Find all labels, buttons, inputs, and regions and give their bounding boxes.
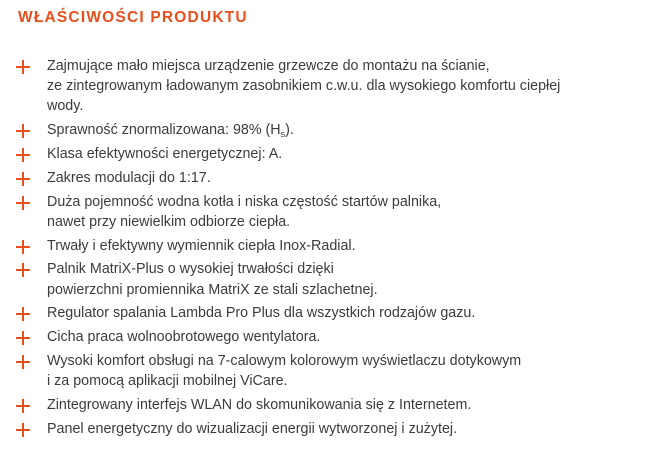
- feature-item: [16, 395, 656, 415]
- plus-icon: [16, 423, 30, 437]
- feature-text-line: Wysoki komfort obsługi na 7-calowym kolorowym wyświetlaczu dotykowym: [47, 352, 522, 369]
- feature-text-line: Zintegrowany interfejs WLAN do skomunikowania się z Internetem.: [47, 396, 472, 413]
- feature-text-subscript: s: [280, 129, 286, 140]
- feature-item: [16, 351, 656, 391]
- feature-text-line: powierzchni promiennika MatriX ze stali szlachetnej.: [47, 281, 378, 298]
- feature-text-line: Cicha praca wolnoobrotowego wentylatora.: [47, 329, 321, 346]
- feature-item: [16, 192, 656, 232]
- plus-icon: [16, 172, 30, 186]
- feature-text-line: ze zintegrowanym ładowanym zasobnikiem c.w.u. dla wysokiego komfortu ciepłej: [47, 78, 561, 95]
- feature-item: [16, 419, 656, 439]
- plus-icon: [16, 124, 30, 138]
- feature-list: [16, 56, 656, 443]
- feature-text-line: Trwały i efektywny wymiennik ciepła Inox-Radial.: [47, 237, 356, 254]
- plus-icon: [16, 263, 30, 277]
- feature-item: [16, 236, 656, 256]
- feature-text-line: nawet przy niewielkim odbiorze ciepła.: [47, 213, 291, 230]
- plus-icon: [16, 399, 30, 413]
- plus-icon: [16, 196, 30, 210]
- feature-text-line: Panel energetyczny do wizualizacji energii wytworzonej i zużytej.: [47, 420, 458, 437]
- feature-item: [16, 303, 656, 323]
- feature-text-line: Regulator spalania Lambda Pro Plus dla wszystkich rodzajów gazu.: [47, 305, 476, 322]
- feature-text-prefix: Sprawność znormalizowana: 98% (H: [47, 122, 281, 139]
- feature-text-line: Zakres modulacji do 1:17.: [47, 169, 211, 186]
- plus-icon: [16, 148, 30, 162]
- feature-item: [16, 56, 656, 117]
- feature-text-line: [47, 120, 656, 140]
- feature-text-line: Palnik MatriX-Plus o wysokiej trwałości dzięki: [47, 261, 334, 278]
- feature-text-line: Zajmujące mało miejsca urządzenie grzewcze do montażu na ścianie,: [47, 58, 490, 74]
- plus-icon: [16, 355, 30, 369]
- feature-text-line: Klasa efektywności energetycznej: A.: [47, 146, 283, 162]
- plus-icon: [16, 240, 30, 254]
- feature-text-line: wody.: [47, 98, 84, 115]
- feature-item: [16, 259, 656, 299]
- section-title: WŁAŚCIWOŚCI PRODUKTU: [18, 9, 248, 26]
- feature-item: [16, 144, 656, 164]
- feature-item: [16, 120, 656, 140]
- feature-item: [16, 327, 656, 347]
- plus-icon: [16, 307, 30, 321]
- plus-icon: [16, 331, 30, 345]
- feature-text-line: i za pomocą aplikacji mobilnej ViCare.: [47, 373, 288, 390]
- plus-icon: [16, 60, 30, 74]
- feature-text-line: Duża pojemność wodna kotła i niska częstość startów palnika,: [47, 193, 442, 210]
- feature-text-suffix: ).: [285, 122, 294, 139]
- feature-item: [16, 168, 656, 188]
